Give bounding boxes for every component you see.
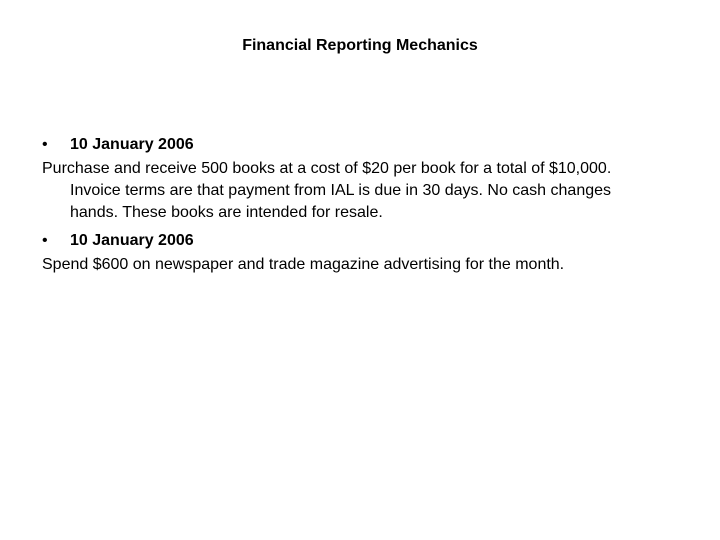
transaction-description-2: Spend $600 on newspaper and trade magazine advertising for the month. xyxy=(42,256,565,273)
bullet-heading-1 xyxy=(42,134,662,156)
bullet-icon: • xyxy=(42,232,48,249)
bullet-heading-text: 10 January 2006 xyxy=(70,136,194,153)
slide-title: Financial Reporting Mechanics xyxy=(242,37,478,54)
transaction-description-1: Purchase and receive 500 books at a cost of $20 per book for a total of $10,000. Invoice terms are that payment from IAL is due in 30 days. No cash changes hands. These books are intended for resale. xyxy=(42,160,612,221)
bullet-heading-2 xyxy=(42,230,662,252)
bullet-icon: • xyxy=(42,136,48,153)
bullet-heading-text: 10 January 2006 xyxy=(70,232,194,249)
slide-content xyxy=(42,128,662,280)
